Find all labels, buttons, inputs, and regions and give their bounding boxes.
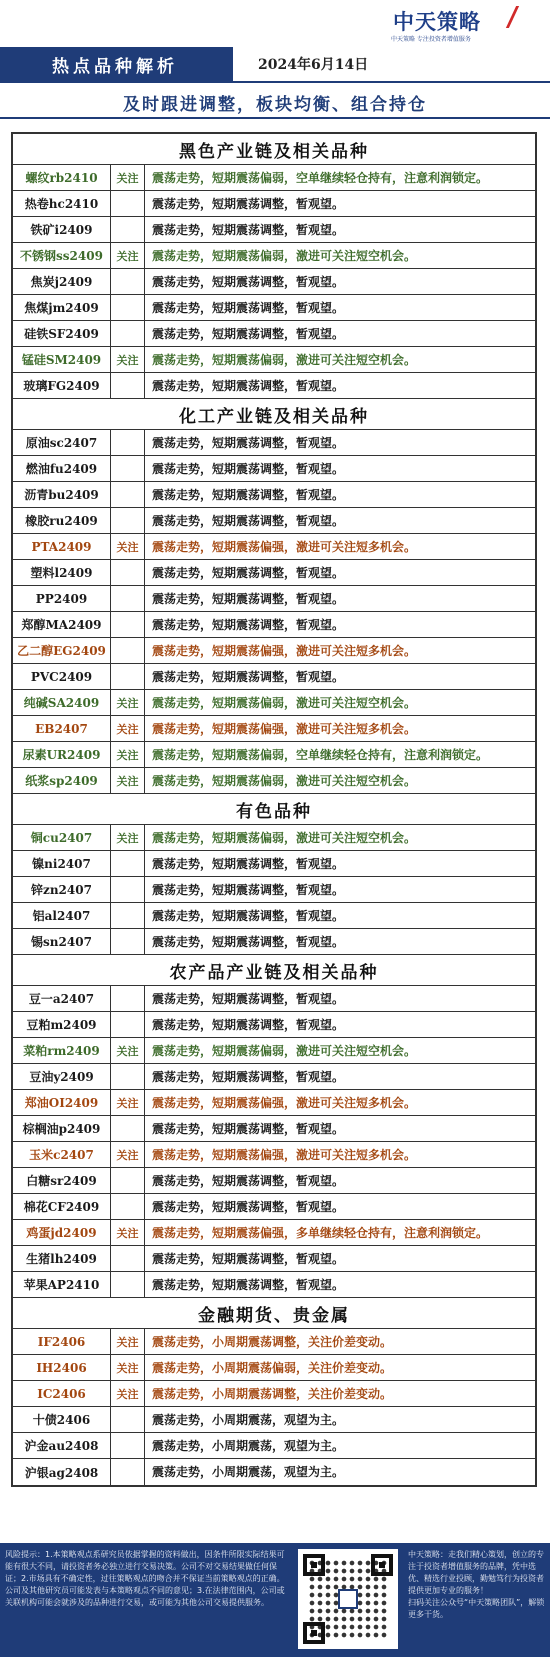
focus-flag xyxy=(111,586,145,611)
commodity-name: 纯碱SA2409 xyxy=(13,690,111,715)
market-view: 震荡走势，短期震荡调整，暂观望。 xyxy=(152,1017,345,1032)
commodity-name: 棉花CF2409 xyxy=(13,1194,111,1219)
table-row xyxy=(13,1272,535,1298)
market-view: 震荡走势，短期震荡调整，暂观望。 xyxy=(152,991,345,1006)
commodity-name: 橡胶ru2409 xyxy=(13,508,111,533)
commodity-name: 沥青bu2409 xyxy=(13,482,111,507)
section-header: 农产品产业链及相关品种 xyxy=(13,955,535,986)
table-row xyxy=(13,347,535,373)
focus-flag xyxy=(111,1012,145,1037)
commodity-name: 锌zn2407 xyxy=(13,877,111,902)
commodity-name: 豆一a2407 xyxy=(13,986,111,1011)
commodity-name: 热卷hc2410 xyxy=(13,191,111,216)
table-row xyxy=(13,690,535,716)
focus-flag xyxy=(111,638,145,663)
commodity-name: 豆油y2409 xyxy=(13,1064,111,1089)
table-row xyxy=(13,612,535,638)
commodity-name: 苹果AP2410 xyxy=(13,1272,111,1297)
table-row xyxy=(13,295,535,321)
focus-flag xyxy=(111,986,145,1011)
market-view: 震荡走势，小周期震荡，观望为主。 xyxy=(152,1465,345,1479)
table-row xyxy=(13,243,535,269)
commodity-name: 铁矿i2409 xyxy=(13,217,111,242)
market-view: 震荡走势，短期震荡偏弱，激进可关注短空机会。 xyxy=(152,695,417,710)
focus-flag xyxy=(111,1194,145,1219)
market-view: 震荡走势，小周期震荡调整，关注价差变动。 xyxy=(152,1334,393,1349)
table-row xyxy=(13,638,535,664)
commodity-name: 豆粕m2409 xyxy=(13,1012,111,1037)
market-view: 震荡走势，短期震荡调整，暂观望。 xyxy=(152,1069,345,1084)
focus-flag xyxy=(111,664,145,689)
subtitle-divider xyxy=(0,117,550,119)
focus-flag xyxy=(111,1168,145,1193)
table-row xyxy=(13,1142,535,1168)
market-view: 震荡走势，短期震荡调整，暂观望。 xyxy=(152,669,345,684)
commodity-table xyxy=(11,132,537,1487)
commodity-name: IC2406 xyxy=(13,1381,111,1406)
commodity-name: 十债2406 xyxy=(13,1407,111,1432)
market-view: 震荡走势，短期震荡调整，暂观望。 xyxy=(152,908,345,923)
market-view: 震荡走势，短期震荡调整，暂观望。 xyxy=(152,617,345,632)
brand-name: 中天策略 xyxy=(393,10,481,34)
header-divider xyxy=(0,81,550,83)
focus-flag xyxy=(111,1407,145,1432)
focus-flag: 关注 xyxy=(111,1355,145,1380)
commodity-name: 焦煤jm2409 xyxy=(13,295,111,320)
focus-flag xyxy=(111,1246,145,1271)
brand-tagline: 中天策略 专注投资者增值服务 xyxy=(391,36,471,43)
commodity-name: 不锈钢ss2409 xyxy=(13,243,111,268)
market-view: 震荡走势，短期震荡调整，暂观望。 xyxy=(152,1277,345,1292)
market-view: 震荡走势，短期震荡调整，暂观望。 xyxy=(152,565,345,580)
table-row xyxy=(13,191,535,217)
table-row xyxy=(13,768,535,794)
focus-flag: 关注 xyxy=(111,243,145,268)
commodity-name: 乙二醇EG2409 xyxy=(13,638,111,663)
focus-flag xyxy=(111,269,145,294)
page-subtitle: 及时跟进调整，板块均衡、组合持仓 xyxy=(123,95,427,115)
focus-flag xyxy=(111,1459,145,1485)
commodity-name: 生猪lh2409 xyxy=(13,1246,111,1271)
focus-flag xyxy=(111,929,145,954)
table-row xyxy=(13,1246,535,1272)
table-row xyxy=(13,1194,535,1220)
market-view: 震荡走势，小周期震荡，观望为主。 xyxy=(152,1438,345,1453)
focus-flag xyxy=(111,612,145,637)
table-row xyxy=(13,1329,535,1355)
commodity-name: 焦炭j2409 xyxy=(13,269,111,294)
market-view: 震荡走势，短期震荡偏弱，激进可关注短空机会。 xyxy=(152,773,417,788)
commodity-name: 原油sc2407 xyxy=(13,430,111,455)
market-view: 震荡走势，短期震荡调整，暂观望。 xyxy=(152,591,345,606)
focus-flag: 关注 xyxy=(111,165,145,190)
table-row xyxy=(13,1038,535,1064)
table-row xyxy=(13,508,535,534)
focus-flag xyxy=(111,295,145,320)
market-view: 震荡走势，短期震荡调整，暂观望。 xyxy=(152,856,345,871)
table-row xyxy=(13,586,535,612)
table-row xyxy=(13,877,535,903)
focus-flag: 关注 xyxy=(111,1381,145,1406)
commodity-name: PVC2409 xyxy=(13,664,111,689)
commodity-name: 硅铁SF2409 xyxy=(13,321,111,346)
focus-flag xyxy=(111,1433,145,1458)
table-row xyxy=(13,851,535,877)
table-row xyxy=(13,825,535,851)
commodity-name: PTA2409 xyxy=(13,534,111,559)
focus-flag xyxy=(111,877,145,902)
focus-flag xyxy=(111,851,145,876)
commodity-name: 玻璃FG2409 xyxy=(13,373,111,398)
market-view: 震荡走势，短期震荡偏弱，激进可关注短空机会。 xyxy=(152,1043,417,1058)
section-header: 黑色产业链及相关品种 xyxy=(13,134,535,165)
footer xyxy=(0,1543,550,1657)
table-row xyxy=(13,1355,535,1381)
risk-disclaimer: 风险提示：1.本策略观点系研究员依据掌握的资料做出，因条件所限实际结果可能有很大不同，请投资者务必独立进行交易决策。公司不对交易结果做任何保证；2.市场具有不确定性，过往策略观点的吻合并不保证当前策略观点的正确。公司及其他研究员可能发表与本策略观点不同的意见；3.在法律范围内，公司或关联机构可能会就涉及的品种进行交易，或可能为其他公司交易提供服务。 xyxy=(5,1550,285,1607)
market-view: 震荡走势，小周期震荡偏弱，关注价差变动。 xyxy=(152,1360,393,1375)
focus-flag xyxy=(111,903,145,928)
table-row xyxy=(13,1012,535,1038)
table-row xyxy=(13,321,535,347)
market-view: 震荡走势，小周期震荡调整，关注价差变动。 xyxy=(152,1386,393,1401)
market-view: 震荡走势，短期震荡偏强，激进可关注短多机会。 xyxy=(152,721,417,736)
commodity-name: PP2409 xyxy=(13,586,111,611)
market-view: 震荡走势，短期震荡调整，暂观望。 xyxy=(152,461,345,476)
commodity-name: 锰硅SM2409 xyxy=(13,347,111,372)
table-row xyxy=(13,716,535,742)
market-view: 震荡走势，短期震荡调整，暂观望。 xyxy=(152,300,345,315)
table-row xyxy=(13,1220,535,1246)
table-row xyxy=(13,1168,535,1194)
market-view: 震荡走势，短期震荡偏弱，激进可关注短空机会。 xyxy=(152,830,417,845)
commodity-name: 郑油OI2409 xyxy=(13,1090,111,1115)
market-view: 震荡走势，短期震荡调整，暂观望。 xyxy=(152,1251,345,1266)
commodity-name: 棕榈油p2409 xyxy=(13,1116,111,1141)
market-view: 震荡走势，短期震荡偏强，激进可关注短多机会。 xyxy=(152,1147,417,1162)
commodity-name: IF2406 xyxy=(13,1329,111,1354)
market-view: 震荡走势，短期震荡调整，暂观望。 xyxy=(152,882,345,897)
focus-flag xyxy=(111,321,145,346)
table-row xyxy=(13,1407,535,1433)
market-view: 震荡走势，短期震荡调整，暂观望。 xyxy=(152,222,345,237)
report-date: 2024年6月14日 xyxy=(258,57,369,73)
focus-flag: 关注 xyxy=(111,825,145,850)
brand-intro xyxy=(408,1549,546,1621)
table-row xyxy=(13,1459,535,1485)
commodity-name: 塑料l2409 xyxy=(13,560,111,585)
table-row xyxy=(13,373,535,399)
market-view: 震荡走势，短期震荡偏强，激进可关注短多机会。 xyxy=(152,643,417,658)
page-title: 热点品种解析 xyxy=(0,47,233,81)
commodity-name: 螺纹rb2410 xyxy=(13,165,111,190)
brand-slash-icon xyxy=(506,6,519,28)
focus-flag xyxy=(111,482,145,507)
market-view: 震荡走势，短期震荡调整，暂观望。 xyxy=(152,274,345,289)
market-view: 震荡走势，短期震荡调整，暂观望。 xyxy=(152,487,345,502)
focus-flag xyxy=(111,1272,145,1297)
focus-flag: 关注 xyxy=(111,1329,145,1354)
table-row xyxy=(13,1090,535,1116)
market-view: 震荡走势，短期震荡偏弱，空单继续轻仓持有，注意利润锁定。 xyxy=(152,170,489,185)
commodity-name: 纸浆sp2409 xyxy=(13,768,111,793)
market-view: 震荡走势，短期震荡调整，暂观望。 xyxy=(152,435,345,450)
commodity-name: 郑醇MA2409 xyxy=(13,612,111,637)
commodity-name: 锡sn2407 xyxy=(13,929,111,954)
market-view: 震荡走势，短期震荡偏弱，激进可关注短空机会。 xyxy=(152,352,417,367)
focus-flag: 关注 xyxy=(111,768,145,793)
focus-flag: 关注 xyxy=(111,690,145,715)
focus-flag xyxy=(111,1064,145,1089)
market-view: 震荡走势，短期震荡偏强，多单继续轻仓持有，注意利润锁定。 xyxy=(152,1225,489,1240)
commodity-name: 鸡蛋jd2409 xyxy=(13,1220,111,1245)
follow-prompt: 扫码关注公众号“中天策略团队”，解锁更多干货。 xyxy=(408,1598,545,1619)
commodity-name: 铝al2407 xyxy=(13,903,111,928)
table-row xyxy=(13,456,535,482)
table-row xyxy=(13,664,535,690)
table-row xyxy=(13,1433,535,1459)
market-view: 震荡走势，短期震荡偏强，激进可关注短多机会。 xyxy=(152,1095,417,1110)
table-row xyxy=(13,482,535,508)
focus-flag: 关注 xyxy=(111,1220,145,1245)
focus-flag xyxy=(111,1116,145,1141)
market-view: 震荡走势，短期震荡偏弱，空单继续轻仓持有，注意利润锁定。 xyxy=(152,747,489,762)
section-header: 有色品种 xyxy=(13,794,535,825)
market-view: 震荡走势，短期震荡调整，暂观望。 xyxy=(152,378,345,393)
market-view: 震荡走势，短期震荡调整，暂观望。 xyxy=(152,1121,345,1136)
table-row xyxy=(13,742,535,768)
table-row xyxy=(13,986,535,1012)
brand-intro-text: 中天策略：走我们精心策划，创立的专注于投资者增值服务的品牌，凭中选优、精选行业投顾，勤勉笃行为投资者提供更加专业的服务！ xyxy=(408,1550,544,1595)
table-row xyxy=(13,430,535,456)
commodity-name: 燃油fu2409 xyxy=(13,456,111,481)
table-row xyxy=(13,1116,535,1142)
table-row xyxy=(13,269,535,295)
section-header: 金融期货、贵金属 xyxy=(13,1298,535,1329)
focus-flag: 关注 xyxy=(111,534,145,559)
commodity-name: EB2407 xyxy=(13,716,111,741)
table-row xyxy=(13,929,535,955)
table-row xyxy=(13,903,535,929)
focus-flag xyxy=(111,217,145,242)
commodity-name: 铜cu2407 xyxy=(13,825,111,850)
focus-flag xyxy=(111,560,145,585)
commodity-name: 尿素UR2409 xyxy=(13,742,111,767)
commodity-name: 菜粕rm2409 xyxy=(13,1038,111,1063)
table-row xyxy=(13,1064,535,1090)
market-view: 震荡走势，短期震荡调整，暂观望。 xyxy=(152,513,345,528)
focus-flag: 关注 xyxy=(111,1090,145,1115)
market-view: 震荡走势，短期震荡调整，暂观望。 xyxy=(152,1173,345,1188)
commodity-name: 沪金au2408 xyxy=(13,1433,111,1458)
section-header: 化工产业链及相关品种 xyxy=(13,399,535,430)
table-row xyxy=(13,534,535,560)
commodity-name: 镍ni2407 xyxy=(13,851,111,876)
commodity-name: 玉米c2407 xyxy=(13,1142,111,1167)
market-view: 震荡走势，短期震荡调整，暂观望。 xyxy=(152,326,345,341)
market-view: 震荡走势，短期震荡调整，暂观望。 xyxy=(152,1199,345,1214)
market-view: 震荡走势，短期震荡调整，暂观望。 xyxy=(152,196,345,211)
focus-flag xyxy=(111,373,145,398)
table-row xyxy=(13,165,535,191)
focus-flag: 关注 xyxy=(111,1142,145,1167)
commodity-name: 白糖sr2409 xyxy=(13,1168,111,1193)
commodity-name: 沪银ag2408 xyxy=(13,1459,111,1485)
focus-flag xyxy=(111,191,145,216)
table-row xyxy=(13,1381,535,1407)
focus-flag: 关注 xyxy=(111,347,145,372)
focus-flag: 关注 xyxy=(111,742,145,767)
commodity-name: IH2406 xyxy=(13,1355,111,1380)
focus-flag xyxy=(111,456,145,481)
market-view: 震荡走势，小周期震荡，观望为主。 xyxy=(152,1412,345,1427)
focus-flag: 关注 xyxy=(111,1038,145,1063)
brand-logo xyxy=(383,4,543,44)
focus-flag: 关注 xyxy=(111,716,145,741)
table-row xyxy=(13,560,535,586)
table-row xyxy=(13,217,535,243)
qr-code-icon xyxy=(298,1549,398,1649)
market-view: 震荡走势，短期震荡偏弱，激进可关注短空机会。 xyxy=(152,248,417,263)
market-view: 震荡走势，短期震荡调整，暂观望。 xyxy=(152,934,345,949)
focus-flag xyxy=(111,508,145,533)
market-view: 震荡走势，短期震荡偏强，激进可关注短多机会。 xyxy=(152,539,417,554)
focus-flag xyxy=(111,430,145,455)
